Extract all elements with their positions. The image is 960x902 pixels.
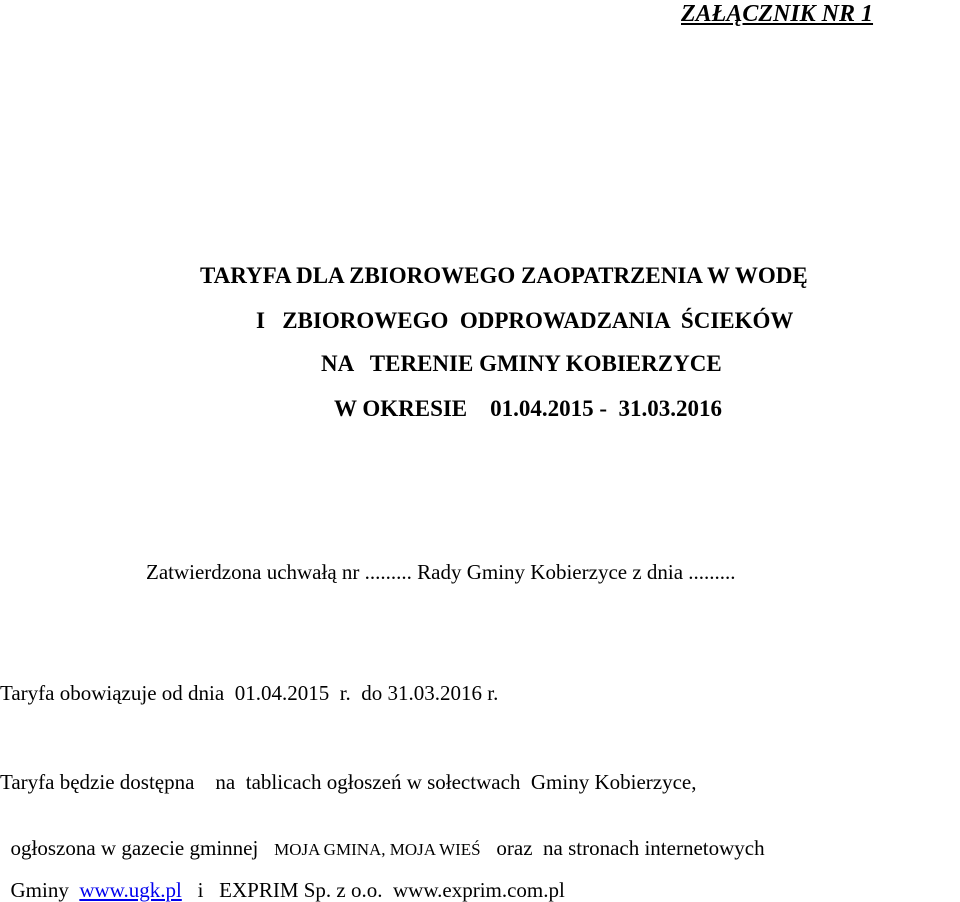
newspaper-name: MOJA GMINA, MOJA WIEŚ <box>274 840 481 859</box>
title-line-3: NA TERENIE GMINY KOBIERZYCE <box>321 351 722 376</box>
title-line-2: I ZBIOROWEGO ODPROWADZANIA ŚCIEKÓW <box>256 308 794 333</box>
availability-line-3-prefix: Gminy <box>10 878 80 902</box>
title-period: W OKRESIE 01.04.2015 - 31.03.2016 <box>334 396 723 421</box>
attachment-label: ZAŁĄCZNIK NR 1 <box>681 1 874 27</box>
availability-line-3-middle: i EXPRIM Sp. z o.o. <box>181 878 393 902</box>
approval-note: Zatwierdzona uchwałą nr ......... Rady Gminy Kobierzyce z dnia ......... <box>146 560 736 584</box>
availability-line-2 <box>0 817 765 859</box>
availability-line-2-suffix: oraz na stronach internetowych <box>480 836 765 860</box>
title-line-1: TARYFA DLA ZBIOROWEGO ZAOPATRZENIA W WODĘ <box>200 263 808 288</box>
exprim-website: www.exprim.com.pl <box>393 878 565 902</box>
availability-line-2-prefix: ogłoszona w gazecie gminnej <box>10 836 275 860</box>
validity-note: Taryfa obowiązuje od dnia 01.04.2015 r. do 31.03.2016 r. <box>0 681 499 705</box>
availability-line-3 <box>0 859 565 901</box>
availability-line-1: Taryfa będzie dostępna na tablicach ogłoszeń w sołectwach Gminy Kobierzyce, <box>0 770 697 794</box>
ugk-link[interactable]: www.ugk.pl <box>79 878 182 902</box>
